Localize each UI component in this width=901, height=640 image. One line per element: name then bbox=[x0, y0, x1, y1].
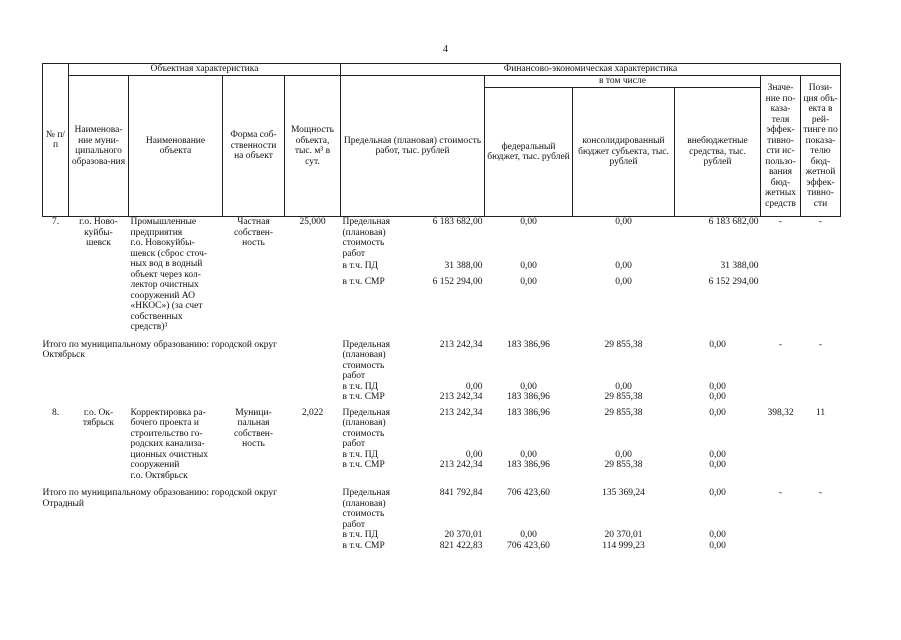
efficiency-cell: 398,32 bbox=[767, 407, 794, 418]
extrabudget-cell: 0,00 0,00 0,00 bbox=[709, 488, 726, 551]
capacity-cell: 25,000 bbox=[299, 217, 326, 227]
municipality-cell: г.о. Ок- тябрьск bbox=[82, 407, 115, 428]
header-rank: Пози-ция объ-екта в рей-тинге по показа-телю бюд-жетной эффек-тивно-сти bbox=[801, 76, 841, 217]
table-header bbox=[43, 64, 841, 217]
subtotal-label: Итого по муниципальному образованию: городской округ Отрадный bbox=[42, 488, 277, 509]
subtotal-label: Итого по муниципальному образованию: городской округ Октябрьск bbox=[42, 339, 277, 360]
extrabudget-cell: 0,00 0,00 0,00 bbox=[709, 407, 726, 470]
header-efficiency: Значе-ние по-каза-теля эффек-тивно-сти ис-пользо-вания бюд-жетных средств bbox=[761, 76, 801, 217]
subtotal-row bbox=[43, 488, 841, 551]
federal-cell: 706 423,60 0,00 706 423,60 bbox=[507, 488, 550, 551]
federal-cell: 183 386,96 0,00 183 386,96 bbox=[507, 339, 550, 402]
consolidated-cell: 29 855,38 0,00 29 855,38 bbox=[604, 339, 643, 402]
header-municipality: Наименова-ние муни-ципального образова-ния bbox=[69, 76, 129, 217]
header-cost: Предельная (плановая) стоимость работ, тыс. рублей bbox=[341, 76, 485, 217]
municipality-cell: г.о. Ново- куйбы- шевск bbox=[79, 217, 118, 248]
efficiency-cell: - bbox=[778, 217, 783, 227]
header-finance-group: Финансово-экономическая характеристика bbox=[341, 64, 841, 76]
rank-cell: - bbox=[818, 339, 823, 350]
header-capacity: Мощность объекта, тыс. м³ в сут. bbox=[285, 76, 341, 217]
header-consolidated: консолидированный бюджет субъекта, тыс. рублей bbox=[573, 88, 675, 217]
header-object-name: Наименование объекта bbox=[129, 76, 223, 217]
total-cost-cell: 213 242,34 0,00 213 242,34 bbox=[439, 407, 483, 470]
row-num: 7. bbox=[51, 217, 60, 227]
cost-label-cell: Предельная (плановая) стоимость работ в т.ч. ПД в т.ч. СМР bbox=[342, 339, 390, 402]
table-row bbox=[43, 408, 841, 482]
rank-cell: - bbox=[818, 217, 823, 227]
page-number: 4 bbox=[443, 44, 448, 55]
ownership-cell: Муници- пальная собствен- ность bbox=[233, 407, 274, 449]
federal-cell: 183 386,96 0,00 183 386,96 bbox=[507, 407, 550, 470]
cost-label-cell: Предельная (плановая) стоимость работ в т.ч. ПД в т.ч. СМР bbox=[342, 407, 390, 470]
rank-cell: 11 bbox=[815, 407, 826, 418]
header-including: в том числе bbox=[485, 76, 761, 88]
consolidated-cell: 29 855,38 0,00 29 855,38 bbox=[604, 407, 643, 470]
object-name-cell: Корректировка ра- бочего проекта и строительство го- родских канализа- ционных очистных сооружений г.о. Октябрьск bbox=[130, 407, 209, 481]
table-row bbox=[43, 217, 841, 333]
total-cost-cell: 841 792,84 20 370,01 821 422,83 bbox=[439, 488, 483, 551]
row-num: 8. bbox=[51, 407, 60, 418]
cost-label-cell: Предельная (плановая) стоимость работ в т.ч. ПД в т.ч. СМР bbox=[342, 217, 390, 287]
header-federal: федеральный бюджет, тыс. рублей bbox=[485, 88, 573, 217]
header-object-group: Объектная характеристика bbox=[69, 64, 341, 76]
cost-label-cell: Предельная (плановая) стоимость работ в т.ч. ПД в т.ч. СМР bbox=[342, 488, 390, 551]
object-name-cell: Промышленные предприятия г.о. Новокуйбы- шевск (сброс сточ- ных вод в водный объект через кол- лектор очистных сооружений АО «НКОС») (за счет собственных средств)³ bbox=[130, 217, 208, 332]
ownership-cell: Частная собствен- ность bbox=[233, 217, 274, 248]
header-num: № п/п bbox=[43, 64, 69, 217]
capacity-cell: 2,022 bbox=[301, 407, 324, 418]
extrabudget-cell: 0,00 0,00 0,00 bbox=[709, 339, 726, 402]
consolidated-cell: 135 369,24 20 370,01 114 999,23 bbox=[602, 488, 645, 551]
subtotal-row bbox=[43, 340, 841, 403]
header-ownership: Форма соб-ственности на объект bbox=[223, 76, 285, 217]
efficiency-cell: - bbox=[778, 339, 783, 350]
federal-cell: 0,00 0,00 0,00 bbox=[520, 217, 537, 287]
efficiency-cell: - bbox=[778, 488, 783, 498]
total-cost-cell: 213 242,34 0,00 213 242,34 bbox=[439, 339, 483, 402]
consolidated-cell: 0,00 0,00 0,00 bbox=[615, 217, 632, 287]
rank-cell: - bbox=[818, 488, 823, 498]
header-extrabudget: внебюджетные средства, тыс. рублей bbox=[675, 88, 761, 217]
investment-table bbox=[42, 63, 841, 551]
extrabudget-cell: 6 183 682,00 31 388,00 6 152 294,00 bbox=[708, 217, 759, 287]
total-cost-cell: 6 183 682,00 31 388,00 6 152 294,00 bbox=[432, 217, 483, 287]
